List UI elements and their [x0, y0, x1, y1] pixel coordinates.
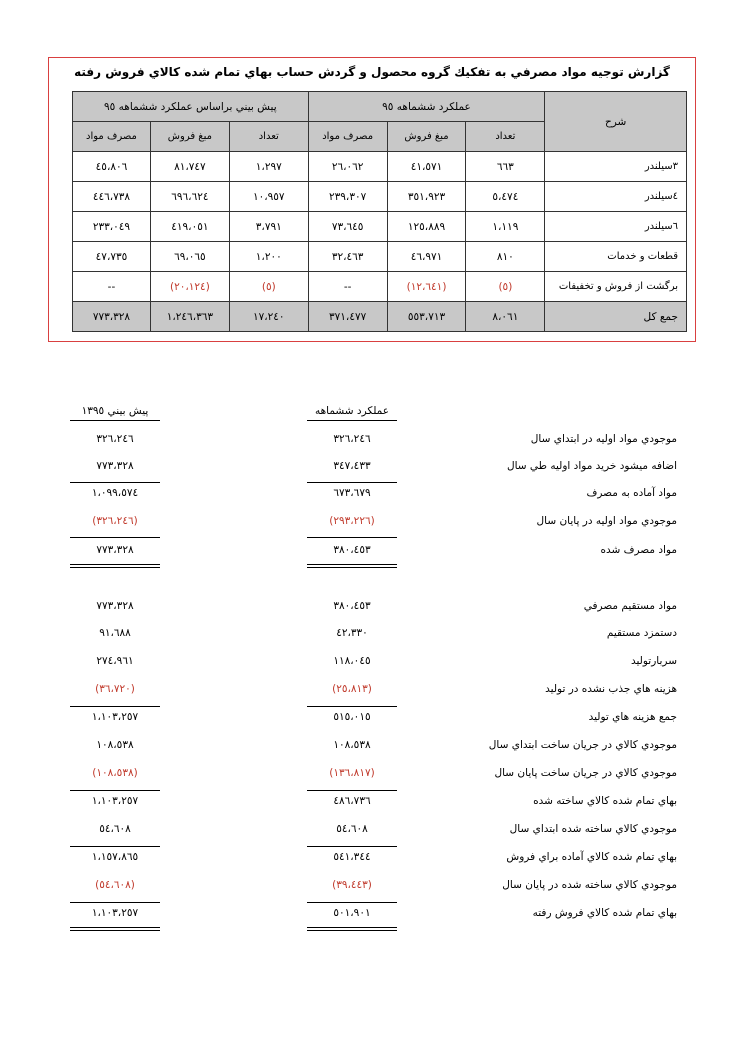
flow-value-forecast: (٥٤،٦٠٨) [95, 879, 135, 891]
table-row [73, 182, 687, 212]
flow-value-actual: ٤٢،٣٣٠ [336, 627, 368, 639]
sub-header: مصرف مواد [73, 122, 151, 152]
flow-value-actual: ١٠٨،٥٣٨ [333, 739, 371, 751]
flow-row [0, 903, 745, 927]
report-title: گزارش توجيه مواد مصرفي به تفكيك گروه محصول و گردش حساب بهاي تمام شده كالاي فروش رفته [74, 65, 670, 79]
cell: ١،٢٠٠ [229, 242, 308, 272]
flow-value-forecast: (٣٢٦،٢٤٦) [92, 515, 138, 527]
col2-header: پيش بيني ١٣٩٥ [70, 405, 160, 421]
flow-value-forecast: ١،١٠٣،٢٥٧ [91, 795, 139, 807]
cell: ٨،٠٦١ [466, 302, 545, 332]
cell: ٦٩٦،٦٢٤ [150, 182, 229, 212]
flow-label: موجودي كالاي ساخته شده ابتداي سال [509, 823, 677, 835]
table-row [73, 242, 687, 272]
cell: ٤٥،٨٠٦ [73, 152, 151, 182]
flow-value-forecast: ٧٧٣،٣٢٨ [96, 460, 134, 472]
flow-label: موجودي مواد اوليه در ابتداي سال [530, 433, 677, 445]
flow-label: موجودي مواد اوليه در پايان سال [536, 515, 677, 527]
underline [70, 902, 160, 903]
row-label: ٣سيلندر [545, 152, 687, 182]
underline [70, 846, 160, 847]
flow-value-actual: ٣٨٠،٤٥٣ [333, 600, 371, 612]
flow-label: بهاي تمام شده كالاي ساخته شده [533, 795, 677, 807]
row-label: ٦سيلندر [545, 212, 687, 242]
flow-row [0, 483, 745, 507]
flow-value-forecast: ١،٠٩٩،٥٧٤ [91, 487, 139, 499]
underline [70, 537, 160, 538]
cell: (٢٠،١٢٤) [150, 272, 229, 302]
flow-value-actual: ٣٨٠،٤٥٣ [333, 544, 371, 556]
cell: (٥) [466, 272, 545, 302]
cell: ٢٦،٠٦٢ [308, 152, 387, 182]
flow-label: دستمزد مستقيم [606, 627, 677, 639]
sub-header: مبغ فروش [150, 122, 229, 152]
underline [307, 846, 397, 847]
flow-row [0, 511, 745, 535]
report-frame [48, 57, 696, 342]
cell: ٢٣٩،٣٠٧ [308, 182, 387, 212]
flow-label: مواد آماده به مصرف [586, 487, 677, 499]
total-row [73, 302, 687, 332]
cell: ٣،٧٩١ [229, 212, 308, 242]
cell: ١،٢٤٦،٣٦٣ [150, 302, 229, 332]
flow-label: بهاي تمام شده كالاي آماده براي فروش [506, 851, 677, 863]
underline [70, 482, 160, 483]
flow-value-forecast: ٣٢٦،٢٤٦ [96, 433, 134, 445]
cell: ٨١،٧٤٧ [150, 152, 229, 182]
underline [307, 706, 397, 707]
flow-value-actual: ٥٠١،٩٠١ [333, 907, 371, 919]
cell: (٥) [229, 272, 308, 302]
underline [307, 902, 397, 903]
cell: ٦٦٣ [466, 152, 545, 182]
cell: ٥٥٣،٧١٣ [387, 302, 466, 332]
table-row [73, 212, 687, 242]
cell: (١٢،٦٤١) [387, 272, 466, 302]
flow-row [0, 791, 745, 815]
flow-row [0, 540, 745, 564]
flow-value-actual: ٥١٥،٠١٥ [333, 711, 371, 723]
flow-row [0, 763, 745, 787]
cell: ٤١،٥٧١ [387, 152, 466, 182]
group1-header: عملكرد ششماهه ٩٥ [308, 92, 545, 122]
flow-label: جمع هزينه هاي توليد [588, 711, 677, 723]
flow-row [0, 707, 745, 731]
flow-value-forecast: (٣٦،٧٢٠) [95, 683, 135, 695]
double-underline [70, 927, 160, 931]
cell: ٣٢،٤٦٣ [308, 242, 387, 272]
flow-value-forecast: ٩١،٦٨٨ [99, 627, 131, 639]
table-row [73, 152, 687, 182]
flow-label: هزينه هاي جذب نشده در توليد [545, 683, 677, 695]
flow-value-forecast: ١،١٠٣،٢٥٧ [91, 907, 139, 919]
flow-value-forecast: (١٠٨،٥٣٨) [92, 767, 138, 779]
cell: ٦٩،٠٦٥ [150, 242, 229, 272]
flow-label: موجودي كالاي ساخته شده در پايان سال [502, 879, 677, 891]
cell: ٣٧١،٤٧٧ [308, 302, 387, 332]
cell: ٣٥١،٩٢٣ [387, 182, 466, 212]
cell: ٢٣٣،٠٤٩ [73, 212, 151, 242]
flow-label: سربارتوليد [630, 655, 677, 667]
flow-label: موجودي كالاي در جريان ساخت ابتداي سال [488, 739, 677, 751]
flow-row [0, 429, 745, 453]
flow-value-actual: ٣٢٦،٢٤٦ [333, 433, 371, 445]
cell: -- [73, 272, 151, 302]
flow-row [0, 456, 745, 480]
cell: ٤٤٦،٧٣٨ [73, 182, 151, 212]
double-underline [307, 564, 397, 568]
flow-row [0, 651, 745, 675]
flow-label: مواد مصرف شده [600, 544, 677, 556]
col1-header: عملكرد ششماهه [307, 405, 397, 421]
row-label: قطعات و خدمات [545, 242, 687, 272]
underline [307, 482, 397, 483]
flow-value-actual: ٤٨٦،٧٣٦ [333, 795, 371, 807]
cell: ٥،٤٧٤ [466, 182, 545, 212]
flow-value-forecast: ٧٧٣،٣٢٨ [96, 544, 134, 556]
flow-row [0, 735, 745, 759]
sub-header: تعداد [466, 122, 545, 152]
flow-value-forecast: ١٠٨،٥٣٨ [96, 739, 134, 751]
cell: ٨١٠ [466, 242, 545, 272]
cell: ٧٧٣،٣٢٨ [73, 302, 151, 332]
flow-value-actual: (٢٩٣،٢٢٦) [329, 515, 375, 527]
flow-value-actual: ٥٤،٦٠٨ [336, 823, 368, 835]
group2-header: پيش بيني براساس عملكرد ششماهه ٩٥ [73, 92, 309, 122]
flow-value-actual: ٥٤١،٣٤٤ [333, 851, 371, 863]
flow-value-forecast: ٧٧٣،٣٢٨ [96, 600, 134, 612]
cell: ٤٧،٧٣٥ [73, 242, 151, 272]
flow-value-forecast: ١،١٥٧،٨٦٥ [91, 851, 139, 863]
flow-value-actual: ٦٧٣،٦٧٩ [333, 487, 371, 499]
flow-label: مواد مستقيم مصرفي [583, 600, 677, 612]
product-table [72, 91, 687, 332]
cell: -- [308, 272, 387, 302]
underline [307, 537, 397, 538]
flow-value-forecast: ١،١٠٣،٢٥٧ [91, 711, 139, 723]
flow-label: اضافه ميشود خريد مواد اوليه طي سال [506, 460, 677, 472]
double-underline [70, 564, 160, 568]
underline [70, 790, 160, 791]
flow-row [0, 875, 745, 899]
flow-row [0, 596, 745, 620]
flow-label: بهاي تمام شده كالاي فروش رفته [532, 907, 677, 919]
sub-header: مبغ فروش [387, 122, 466, 152]
flow-row [0, 847, 745, 871]
flow-value-actual: (١٣٦،٨١٧) [329, 767, 375, 779]
flow-value-actual: (٢٥،٨١٣) [332, 683, 372, 695]
underline [70, 706, 160, 707]
flow-value-actual: ٣٤٧،٤٣٣ [333, 460, 371, 472]
cell: ١،٢٩٧ [229, 152, 308, 182]
sub-header: مصرف مواد [308, 122, 387, 152]
double-underline [307, 927, 397, 931]
flow-value-actual: (٣٩،٤٤٣) [332, 879, 372, 891]
cell: ١٢٥،٨٨٩ [387, 212, 466, 242]
desc-header: شرح [545, 92, 687, 152]
cell: ٧٣،٦٤٥ [308, 212, 387, 242]
underline [307, 790, 397, 791]
cell: ١٧،٢٤٠ [229, 302, 308, 332]
flow-value-forecast: ٥٤،٦٠٨ [99, 823, 131, 835]
flow-row [0, 819, 745, 843]
cell: ١٠،٩٥٧ [229, 182, 308, 212]
cell: ١،١١٩ [466, 212, 545, 242]
flow-row [0, 623, 745, 647]
cell: ٤١٩،٠٥١ [150, 212, 229, 242]
row-label: برگشت از فروش و تخفيفات [545, 272, 687, 302]
table-row [73, 272, 687, 302]
sub-header: تعداد [229, 122, 308, 152]
row-label: ٤سيلندر [545, 182, 687, 212]
flow-value-forecast: ٢٧٤،٩٦١ [96, 655, 134, 667]
total-label: جمع كل [545, 302, 687, 332]
flow-row [0, 679, 745, 703]
flow-label: موجودي كالاي در جريان ساخت پايان سال [494, 767, 677, 779]
flow-value-actual: ١١٨،٠٤٥ [333, 655, 371, 667]
cell: ٤٦،٩٧١ [387, 242, 466, 272]
